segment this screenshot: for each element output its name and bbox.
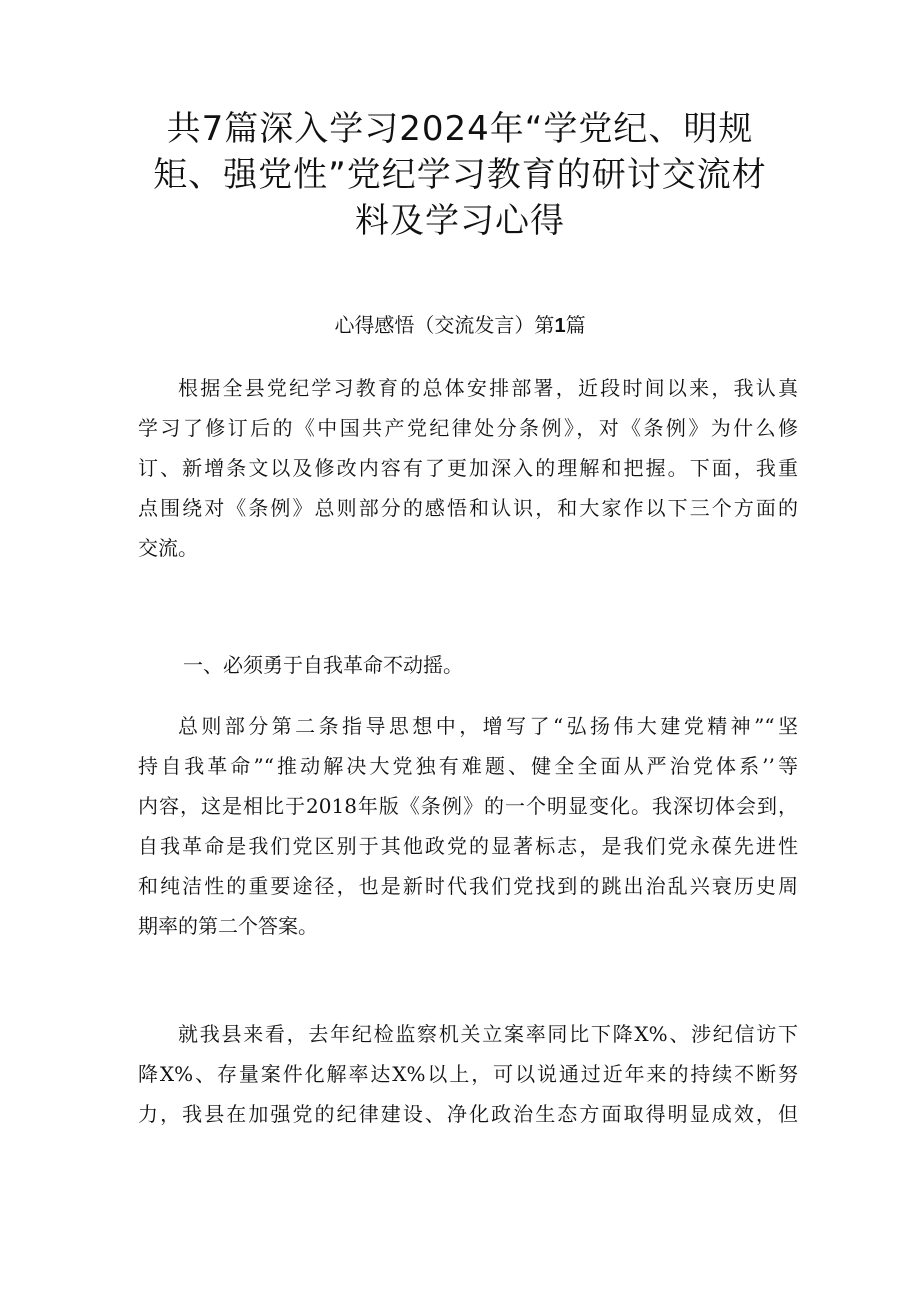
paragraph-line: 学习了修订后的《中国共产党纪律处分条例》，对《条例》为什么修 [138,416,798,440]
document-title [120,106,800,244]
title-line-1: 共7篇深入学习2024年“学党纪、明规 [166,109,754,149]
paragraph-line: 降X%、存量案件化解率达X%以上，可以说通过近年来的持续不断努 [138,1062,798,1086]
paragraph-line: 内容，这是相比于2018年版《条例》的一个明显变化。我深切体会到， [138,794,798,818]
paragraph-line: 自我革命是我们党区别于其他政党的显著标志，是我们党永葆先进性 [138,834,798,858]
subtitle-prefix: 心得感悟（交流发言）第 [334,313,555,337]
paragraph-line: 根据全县党纪学习教育的总体安排部署，近段时间以来，我认真 [178,376,798,400]
paragraph-line: 持自我革命”“推动解决大党独有难题、健全全面从严治党体系’’等 [138,754,798,778]
paragraph-line: 总则部分第二条指导思想中，增写了“弘扬伟大建党精神”“坚 [178,714,798,738]
paragraph-line: 就我县来看，去年纪检监察机关立案率同比下降X%、涉纪信访下 [178,1022,798,1046]
section-heading-1: 一、必须勇于自我革命不动摇。 [183,653,463,677]
paragraph-line: 订、新增条文以及修改内容有了更加深入的理解和把握。下面，我重 [138,456,798,480]
paragraph-line: 交流。 [138,536,198,560]
subtitle-number: 1 [554,315,566,337]
section-subtitle [0,310,920,341]
subtitle-suffix: 篇 [565,313,586,337]
title-line-3: 料及学习心得 [355,201,565,241]
paragraph-line: 期率的第二个答案。 [138,914,318,938]
paragraph-self-revolution [138,706,798,946]
paragraph-county-results [138,1014,798,1134]
paragraph-line: 和纯洁性的重要途径，也是新时代我们党找到的跳出治乱兴衰历史周 [138,874,798,898]
title-line-2: 矩、强党性”党纪学习教育的研讨交流材 [153,155,767,195]
paragraph-line: 点围绕对《条例》总则部分的感悟和认识，和大家作以下三个方面的 [138,496,798,520]
paragraph-intro [138,368,798,568]
paragraph-line: 力，我县在加强党的纪律建设、净化政治生态方面取得明显成效，但 [138,1102,798,1126]
